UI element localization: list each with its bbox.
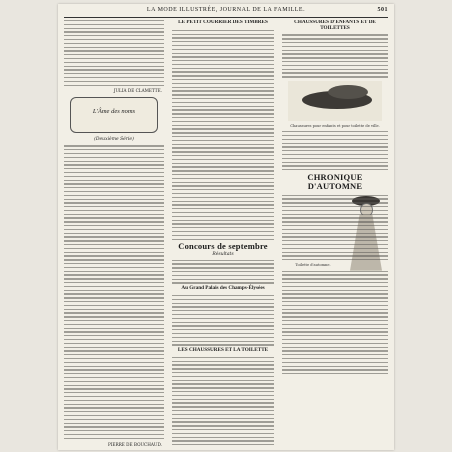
text-block — [172, 260, 274, 284]
magazine-page — [58, 4, 394, 450]
signature: PIERRE DE BOUCHAUD. — [107, 441, 162, 446]
page-header — [58, 7, 394, 17]
contest-subtitle: Résultats — [212, 251, 234, 257]
header-rule — [64, 17, 388, 18]
illustration-caption: Toilette d'automne. — [295, 262, 331, 267]
section-heading: LES CHAUSSURES ET LA TOILETTE — [177, 347, 269, 354]
contest-heading: Concours de septembre — [178, 241, 268, 252]
page-number: 501 — [377, 7, 388, 13]
signature: JULIA DE CLAMETTE. — [113, 88, 162, 94]
section-subtitle: (Deuxième Série) — [94, 137, 134, 143]
section-title: L'Âme des noms — [92, 108, 136, 116]
text-block — [172, 30, 274, 240]
chronicle-heading: CHRONIQUE D'AUTOMNE — [307, 171, 363, 192]
illustration-caption: Chaussures pour enfants et pour toilette de ville. — [290, 123, 380, 128]
text-block — [282, 34, 388, 77]
column-3 — [282, 20, 388, 446]
text-block — [172, 295, 274, 346]
dress-shape — [350, 215, 382, 271]
text-block — [64, 20, 164, 86]
column-2 — [172, 20, 274, 446]
header-title: LA MODE ILLUSTRÉE, JOURNAL DE LA FAMILLE. — [146, 7, 306, 13]
text-block — [282, 271, 388, 375]
shoes-illustration — [288, 81, 382, 121]
section-heading: CHAUSSURES D'ENFANTS ET DE TOILETTES — [294, 20, 376, 31]
section-heading: LE PETIT COURRIER DES TIMBRES — [178, 20, 268, 25]
shoe-shape — [328, 85, 368, 99]
ornament-frame — [70, 97, 158, 133]
text-block — [64, 145, 164, 439]
text-block — [172, 357, 274, 446]
column-1 — [64, 20, 164, 446]
text-block — [282, 131, 388, 170]
section-heading: Au Grand Palais des Champs-Élysées — [181, 285, 265, 292]
